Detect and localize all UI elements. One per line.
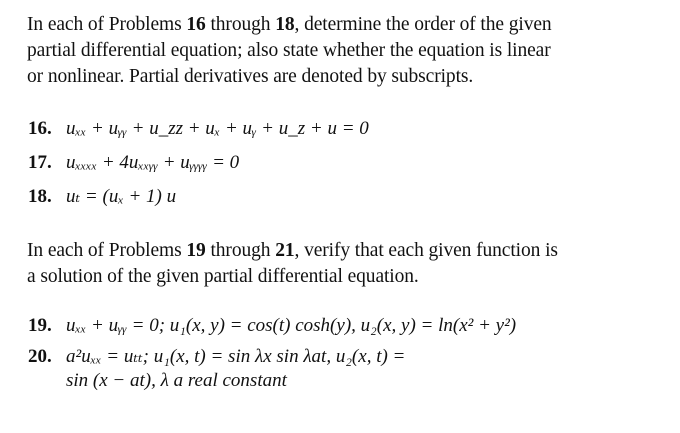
instruction-line-1: In each of Problems 16 through 18, determine the order of the given: [27, 14, 552, 35]
problem-16: [28, 117, 369, 141]
instruction-line-2: a solution of the given partial differential equation.: [27, 266, 419, 287]
problem-number: 19.: [28, 315, 52, 336]
problem-18: [28, 185, 176, 209]
problem-start-number: 16: [186, 14, 206, 35]
instruction-line-3: or nonlinear. Partial derivatives are denoted by subscripts.: [27, 66, 474, 87]
problem-19: [28, 314, 516, 338]
problem-end-number: 18: [275, 14, 295, 35]
section-2-instructions: [27, 238, 558, 290]
instruction-line-2: partial differential equation; also state whether the equation is linear: [27, 40, 551, 61]
problem-20: [28, 345, 405, 393]
problem-number: 17.: [28, 152, 52, 173]
problem-number: 18.: [28, 186, 52, 207]
instruction-line-1: In each of Problems 19 through 21, verify that each given function is: [27, 240, 558, 261]
problem-end-number: 21: [275, 240, 295, 261]
problem-number: 16.: [28, 118, 52, 139]
problem-equation: a²uₓₓ = uₜₜ; u₁(x, t) = sin λx sin λat, u₂(x, t) =: [66, 346, 406, 367]
problem-equation: uₓₓ + uᵧᵧ = 0; u₁(x, y) = cos(t) cosh(y), u₂(x, y) = ln(x² + y²): [66, 315, 517, 336]
problem-equation: uₓₓ + uᵧᵧ + u_zz + uₓ + uᵧ + u_z + u = 0: [66, 118, 369, 139]
problem-equation: uₓₓₓₓ + 4uₓₓᵧᵧ + uᵧᵧᵧᵧ = 0: [66, 152, 240, 173]
problem-17: [28, 151, 239, 175]
problem-start-number: 19: [186, 240, 206, 261]
section-1-instructions: [27, 12, 552, 90]
problem-number: 20.: [28, 346, 52, 367]
problem-equation: uₜ = (uₓ + 1) u: [66, 186, 177, 207]
problem-equation-continuation: sin (x − at), λ a real constant: [66, 370, 287, 391]
